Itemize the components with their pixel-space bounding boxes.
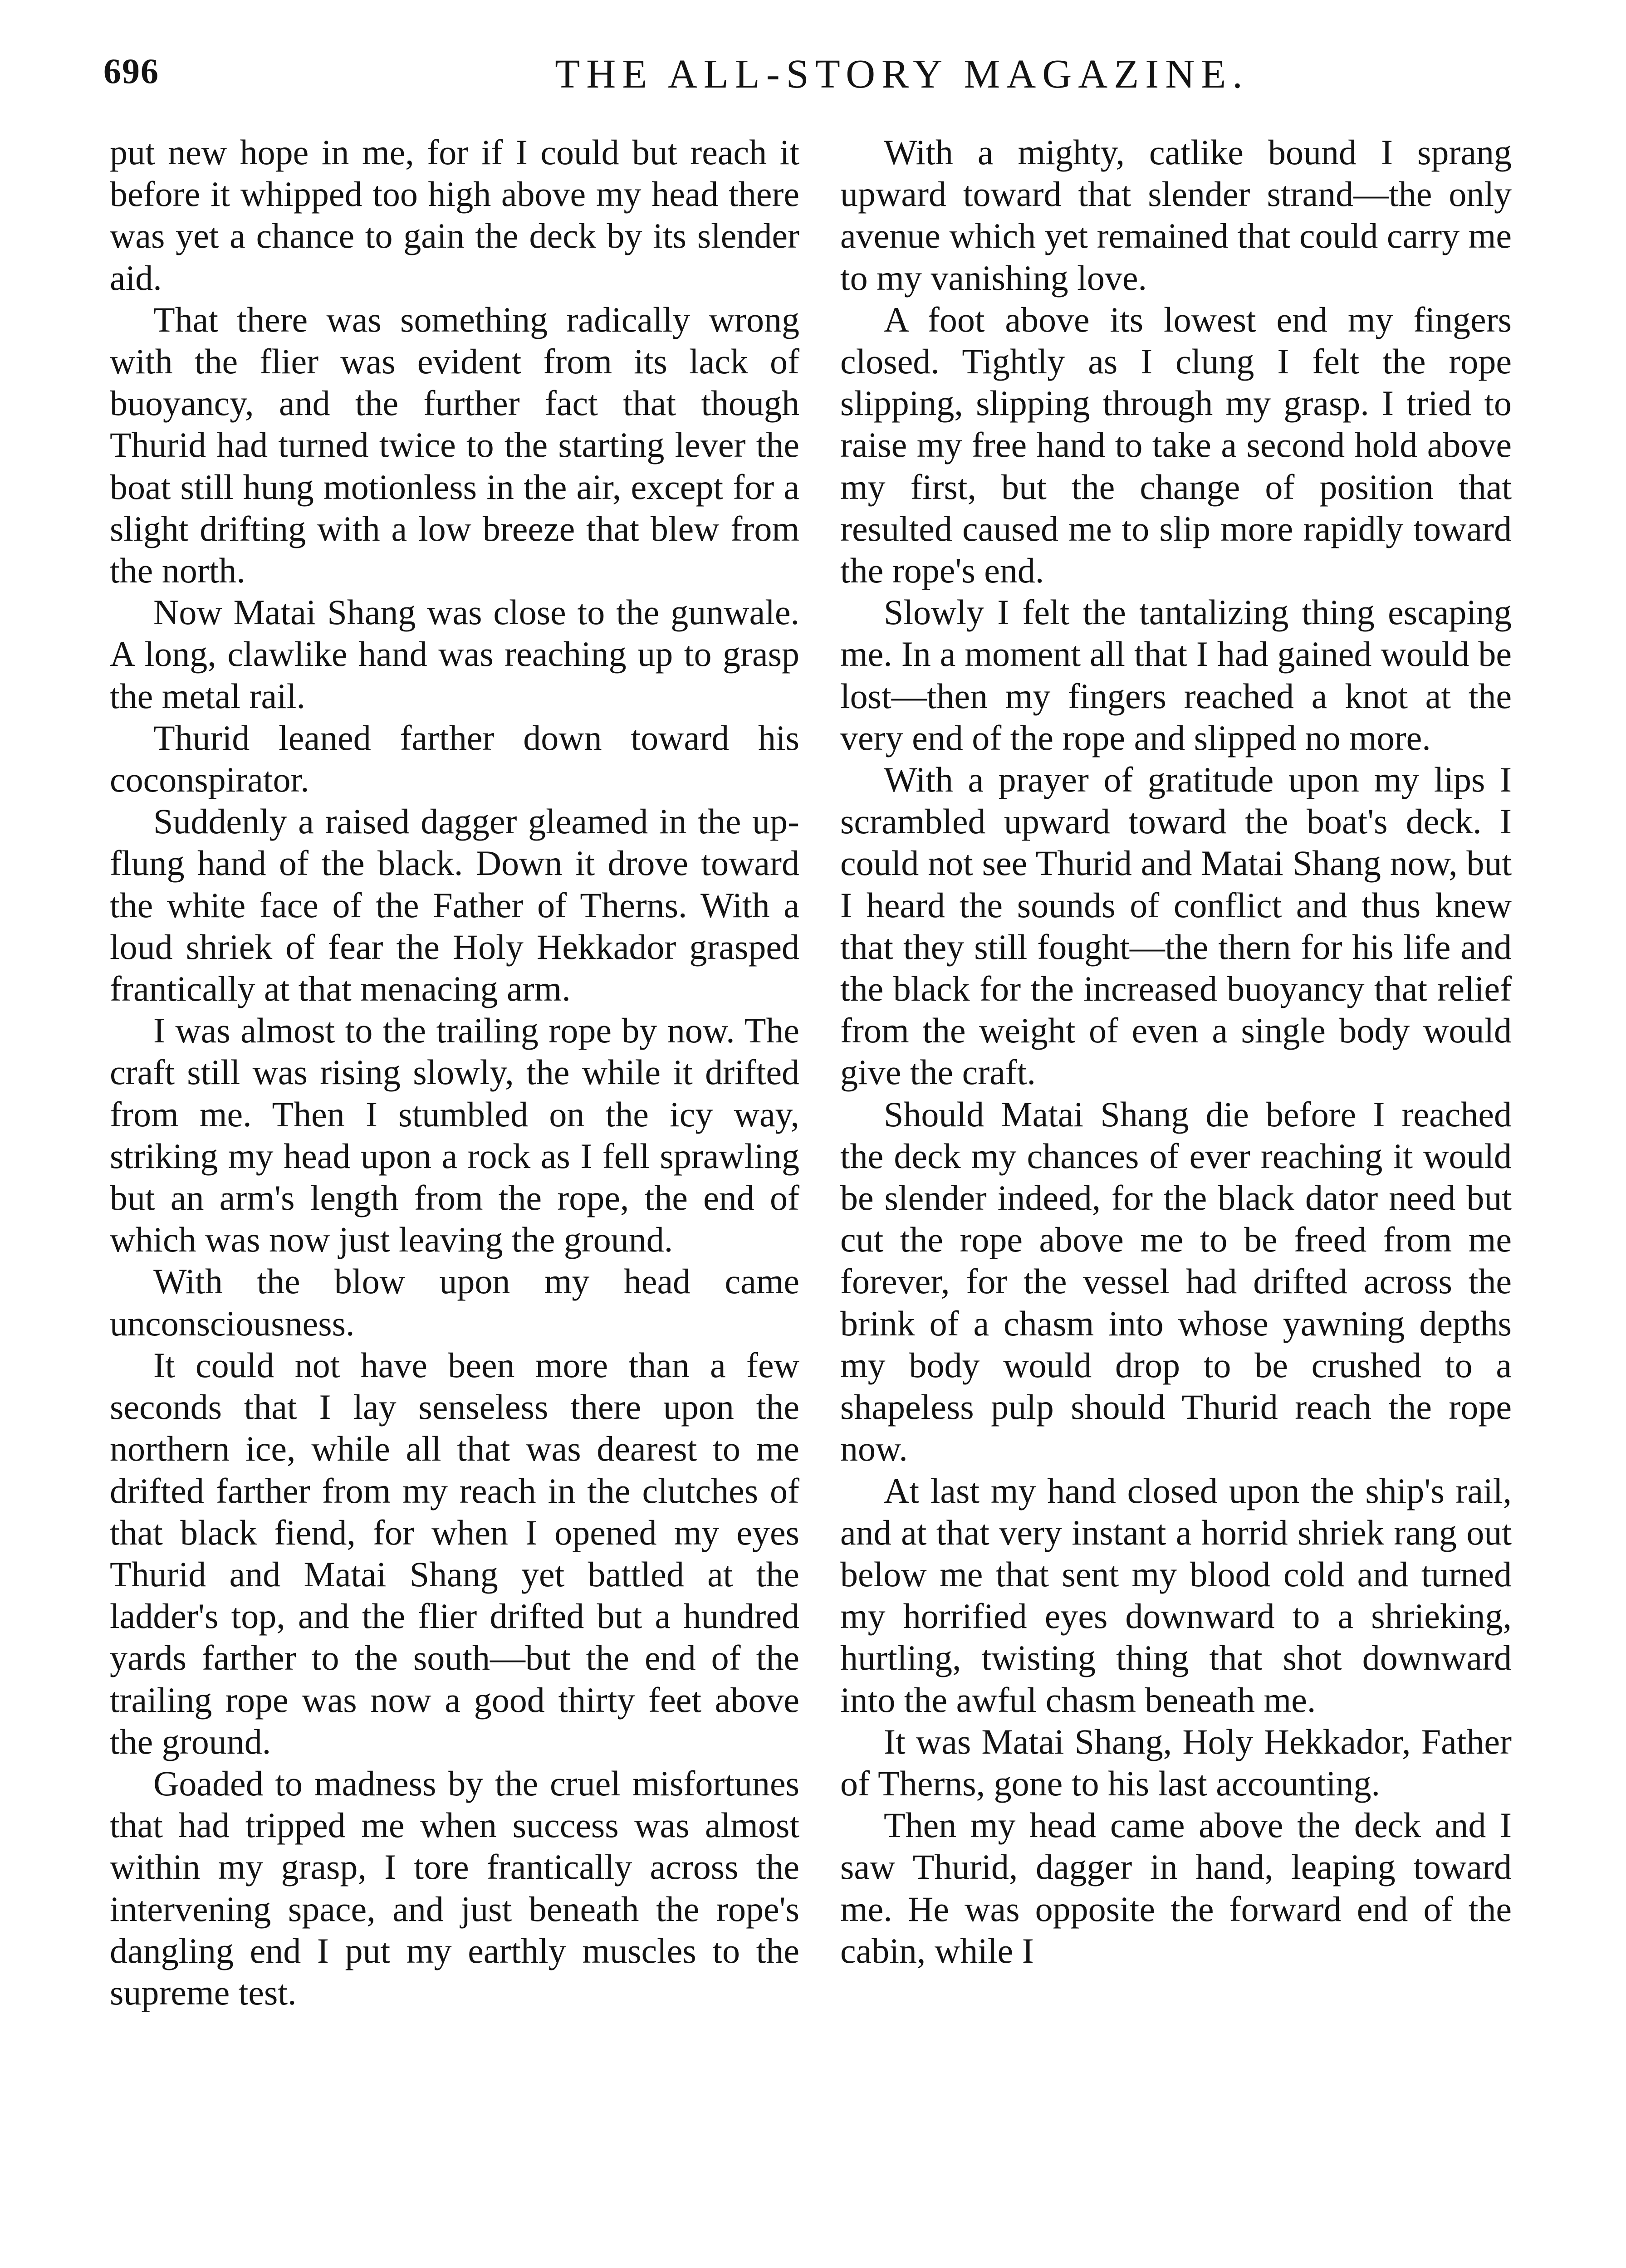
paragraph: Goaded to madness by the cruel misfortunes that had tripped me when success was almost within my grasp, I tore frantically across the intervening space, and just beneath the rope's dangling end I put my earthly muscles to the supreme test. [110,1763,799,2012]
paragraph: With the blow upon my head came unconsciousness. [110,1261,799,1343]
paragraph: A foot above its lowest end my fingers closed. Tightly as I clung I felt the rope slipping, slipping through my grasp. I tried to raise my free hand to take a second hold above my first, but the change of position that resulted caused me to slip more rapidly toward the rope's end. [840,299,1512,591]
paragraph: Should Matai Shang die before I reached the deck my chances of ever reaching it would be slender indeed, for the black dator need but cut the rope above me to be freed from me forever, for the vessel had drifted across the brink of a chasm into whose yawning depths my body would drop to be crushed to a shapeless pulp should Thurid reach the rope now. [840,1094,1512,1469]
paragraph: Now Matai Shang was close to the gunwale. A long, clawlike hand was reaching up to grasp the metal rail. [110,592,799,716]
paragraph: With a mighty, catlike bound I sprang upward toward that slender strand—the only avenue which yet remained that could carry me to my vanishing love. [840,132,1512,298]
left-column [110,132,799,2014]
paragraph: It could not have been more than a few seconds that I lay senseless there upon the northern ice, while all that was dearest to me drifted farther from my reach in the clutches of that black fiend, for when I opened my eyes Thurid and Matai Shang yet battled at the ladder's top, and the flier drifted but a hundred yards farther to the south—but the end of the trailing rope was now a good thirty feet above the ground. [110,1345,799,1761]
page-header [103,51,1510,119]
paragraph: With a prayer of gratitude upon my lips I scrambled upward toward the boat's deck. I could not see Thurid and Matai Shang now, but I heard the sounds of conflict and thus knew that they still fought—the thern for his life and the black for the increased buoyancy that relief from the weight of even a single body would give the craft. [840,760,1512,1092]
paragraph: Thurid leaned farther down toward his coconspirator. [110,718,799,800]
page-number: 696 [103,51,159,91]
paragraph: Then my head came above the deck and I saw Thurid, dagger in hand, leaping toward me. He was opposite the forward end of the cabin, while I [840,1805,1512,1970]
paragraph: Slowly I felt the tantalizing thing escaping me. In a moment all that I had gained would be lost—then my fingers reached a knot at the very end of the rope and slipped no more. [840,592,1512,758]
paragraph: Suddenly a raised dagger gleamed in the up-flung hand of the black. Down it drove toward the white face of the Father of Therns. With a loud shriek of fear the Holy Hekkador grasped frantically at that menacing arm. [110,802,799,1009]
right-column [840,132,1512,1972]
paragraph: That there was something radically wrong with the flier was evident from its lack of buoyancy, and the further fact that though Thurid had turned twice to the starting lever the boat still hung motionless in the air, except for a slight drifting with a low breeze that blew from the north. [110,299,799,591]
paragraph: It was Matai Shang, Holy Hekkador, Father of Therns, gone to his last accounting. [840,1721,1512,1803]
paragraph: I was almost to the trailing rope by now. The craft still was rising slowly, the while it drifted from me. Then I stumbled on the icy way, striking my head upon a rock as I fell sprawling but an arm's length from the rope, the end of which was now just leaving the ground. [110,1011,799,1260]
paragraph: At last my hand closed upon the ship's rail, and at that very instant a horrid shriek rang out below me that sent my blood cold and turned my horrified eyes downward to a shrieking, hurtling, twisting thing that shot downward into the awful chasm beneath me. [840,1471,1512,1720]
paragraph: put new hope in me, for if I could but reach it before it whipped too high above my head there was yet a chance to gain the deck by its slender aid. [110,132,799,298]
running-title: THE ALL-STORY MAGAZINE. [555,52,1249,97]
